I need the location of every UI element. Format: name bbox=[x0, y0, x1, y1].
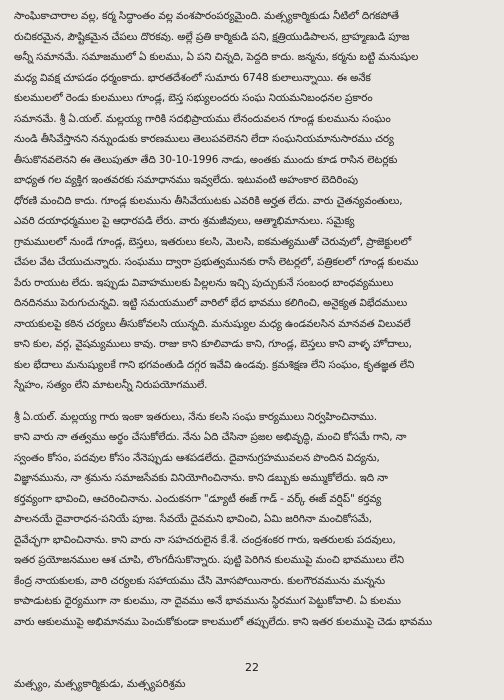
text-line: తీసుకొనవలెనని ఈ తెలుపుతూ తేది 30-10-1996 నాడు, అంతకు ముందు కూడ రాసిన లెటర్లకు bbox=[14, 153, 398, 166]
text-line: బాధ్యత గల వ్యక్తిగ ఇంతవరకు సమాధానము ఇవ్వలేదు. ఇటువంటి అహంకార బెదిరింపు bbox=[14, 174, 358, 186]
text-line: స్నేహం, సత్యం లేని మాటలన్నీ నిరుపయోగములే. bbox=[14, 379, 208, 391]
paragraph-caste-equality bbox=[14, 6, 492, 396]
text-line: కాని కుల, వర్గ, వైషమ్యములు కావు. రాజు కాని కూలివాడు కాని, గూండ్ల, బెస్తలు కాని వాళ్ళ హోదాలు, bbox=[14, 338, 412, 350]
text-line: ధోరణి మంచిది కాదు. గూండ్ల కులమును తీసివేయుటకు ఎవరికి అర్హత లేదు. వారు చైతన్యవంతులు, bbox=[14, 194, 403, 207]
text-line: చేపల వేట చేయుచున్నారు. సంఘము ద్వారా ప్రభుత్వమునకు రాసే లెటర్లలో, పత్రికలలో గూండ్ల కులము bbox=[14, 256, 419, 268]
text-line: నాయకులపై కఠిన చర్యలు తీసుకోవలసి యున్నది. మనుష్యుల మధ్య ఉండవలసిన మానవత విలువలే bbox=[14, 317, 411, 330]
text-line: దినదినము పెరుగుచున్నవి. ఇట్టి సమయములో వారిలో భేద భావము కలిగించి, అనైక్యత విభేదములు bbox=[14, 297, 408, 309]
text-line: కేంద్ర నాయకులకు, వారి చర్యలకు సహాయము చేసి మోసపోయినారు. కులగౌరవమును మన్నను bbox=[14, 574, 385, 587]
paragraph-gap bbox=[14, 396, 492, 407]
text-line: ఇతర ప్రయోజనముల ఆశ చూపి, లొంగదీసుకొన్నారు. పుట్టి పెరిగిన కులముపై మంచి భావములు లేని bbox=[14, 554, 404, 566]
text-line: పాలనయే దైవారాధన-పనియే పూజ. సేవయే దైవమని భావించి, ఏమి జరిగినా మంచికోసమే, bbox=[14, 513, 372, 525]
page-number: 22 bbox=[245, 661, 259, 674]
text-line: కాపాడుటకు ధైర్యముగా నా కులము, నా దైవము అనే భావమును స్థిరముగ పెట్టుకోవాలి. ఏ కులము bbox=[14, 595, 401, 607]
text-line: కాని వారు నా తత్వము అర్థం చేసుకోలేదు. నేను ఏది చేసినా ప్రజల అభివృద్ధి, మంచి కోసమే గాని, నా bbox=[14, 431, 407, 443]
text-line: రుచికరమైన, పౌష్టికమైన చేపలు దొరకవు. అల్లే ప్రతి కార్మికుడి పని, క్షత్రియుడిపాలన, బ్రాహ్మణుడి పూజ bbox=[14, 30, 410, 43]
text-line: సమానమే. శ్రీ ఏ.యల్. మల్లయ్య గారికి సదభిప్రాయము లేనందువలన గూండ్ల కులమును సంఘం bbox=[14, 112, 391, 125]
text-line: గ్రామములలో నుండే గూండ్ల, బెస్తలు, ఇతరులు కలసి, మెలసి, ఐకమత్యముతో చెరువులో, ప్రాజెక్టులలో bbox=[14, 235, 412, 248]
paragraph-personal-statement bbox=[14, 407, 492, 633]
text-line: స్వంతం కోసం, పదవుల కోసం నేనెప్పుడు ఆశపడలేదు. దైవానుగ్రహమువలన పొందిన విద్యను, bbox=[14, 451, 380, 464]
text-line: వారు ఆకులముపై అభిమానము పెంచుకోకుండా కాలములో తప్పులేదు. కాని ఇతర కులముపై చెడు భావము bbox=[14, 615, 432, 628]
text-line: విజ్ఞానమును, నా శ్రమను సమాజసేవకు వినియోగించినాను. కాని డబ్బుకు అమ్ముకోలేదు. ఇది నా bbox=[14, 472, 388, 484]
text-line: శ్రీ ఏ.యల్. మల్లయ్య గారు ఇంకా ఇతరులు, నేను కలసి సంఘ కార్యములు నిర్వహించినాము. bbox=[14, 410, 377, 423]
text-line: కర్తవ్యంగా భావించి, ఆచరించినాను. ఎందుకనగా "డ్యూటీ ఈజ్ గాడ్ - వర్క్ ఈజ్ వర్షిప్" కర్తవ్య bbox=[14, 492, 382, 505]
text-line: ఎవరి దయాధర్మముల పై ఆధారపడి లేరు. వారు శ్రమజీవులు, ఆత్మాభిమానులు. సమైక్య bbox=[14, 215, 355, 227]
text-line: నుండి తీసివేస్తానని నన్నుండుకు కారణములు తెలుపవలెనని లేదా సంఘనియమానుసారము చర్య bbox=[14, 133, 394, 145]
text-line: అన్నీ సమానమే. సమాజములో ఏ కులము, ఏ పని చిన్నది, పెద్దది కాదు. జన్మను, కర్మను బట్టి మనుషుల bbox=[14, 51, 419, 63]
footer-book-title: మత్స్యం, మత్స్యకార్మికుడు, మత్స్యపరిశ్రమ bbox=[14, 678, 186, 690]
text-line: కుల భేదాలు మనుష్యులకే గాని భగవంతుడి దగ్గర ఇవేవి ఉండవు. క్రమశిక్షణ లేని సంఘం, కృతజ్ఞత లేని bbox=[14, 358, 415, 371]
text-line: సాంఘికాచారాల వల్ల, కర్మ సిద్ధాంతం వల్ల వంశపారంపర్యమైంది. మత్స్యకార్మికుడు నీటిలో దిగకపోతే bbox=[14, 10, 399, 22]
text-line: మధ్య వివక్ష చూపడం ధర్మంకాదు. భారతదేశంలో సుమారు 6748 కులాలున్నాయి. ఈ అనేక bbox=[14, 71, 371, 84]
text-line: కులములలో రెండు కులములు గూండ్ల, బెస్త సభ్యులందరు సంఘ నియమనిబంధనల ప్రకారం bbox=[14, 92, 373, 104]
text-line: దైవేచ్ఛగా భావించినాను. కాని వారు నా సహచరులైన కే.శే. చంద్రశంకర గారు, ఇతరులకు పదవులు, bbox=[14, 533, 396, 546]
text-line: పేరు రాయుట లేదు. ఇప్పుడు వివాహములకు పిల్లలను ఇచ్చి పుచ్చుకునే సంబంధ బాంధవ్యములు bbox=[14, 276, 394, 289]
